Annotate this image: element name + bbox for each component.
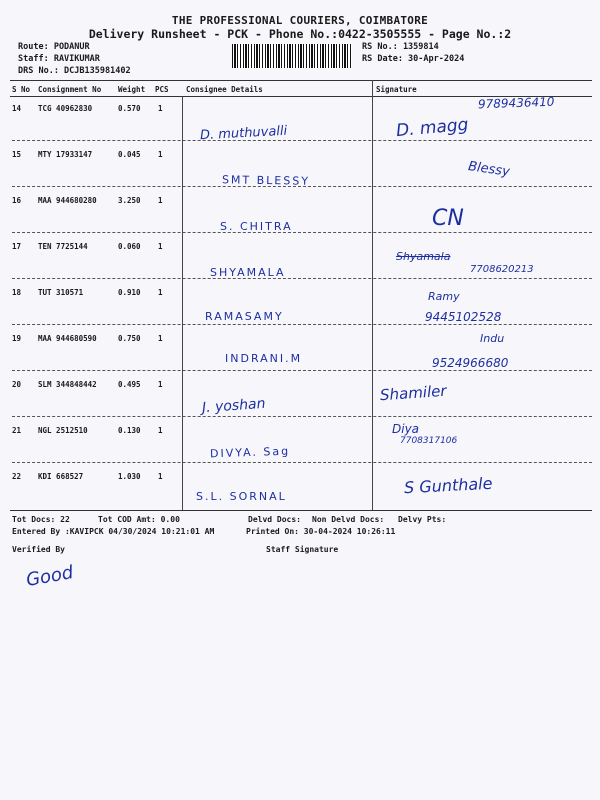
row-consignment: TUT 310571 [38, 288, 84, 297]
handwritten-signature: Shyamala [396, 250, 451, 263]
non-delivered-docs: Non Delvd Docs: [312, 515, 385, 524]
row-sno: 19 [12, 334, 22, 343]
table-rule-bottom [10, 510, 592, 511]
handwritten-consignee: J. yoshan [201, 395, 266, 417]
row-weight: 0.495 [118, 380, 141, 389]
total-cod: Tot COD Amt: 0.00 [98, 515, 180, 524]
handwritten-consignee: S.L. SORNAL [196, 490, 287, 503]
rs-date: RS Date: 30-Apr-2024 [362, 54, 465, 64]
table-row [0, 288, 600, 334]
row-weight: 0.130 [118, 426, 141, 435]
handwritten-signature: Indu [480, 332, 505, 345]
row-separator [12, 324, 592, 325]
rs-number: RS No.: 1359814 [362, 42, 439, 52]
header-rule-top [10, 80, 592, 81]
row-pcs: 1 [158, 242, 163, 251]
col-pcs: PCS [155, 85, 169, 94]
row-weight: 1.030 [118, 472, 141, 481]
row-pcs: 1 [158, 426, 163, 435]
table-row [0, 150, 600, 196]
runsheet-subtitle: Delivery Runsheet - PCK - Phone No.:0422-3505555 - Page No.:2 [88, 27, 512, 41]
row-sno: 15 [12, 150, 22, 159]
table-row [0, 426, 600, 472]
row-weight: 0.910 [118, 288, 141, 297]
handwritten-consignee: SMT BLESSY [221, 173, 311, 188]
col-consignment: Consignment No [38, 85, 102, 94]
table-row [0, 196, 600, 242]
staff-signature-label: Staff Signature [266, 545, 339, 554]
row-sno: 20 [12, 380, 22, 389]
handwritten-phone: 7708317106 [400, 436, 458, 446]
delivered-docs: Delvd Docs: [248, 515, 301, 524]
table-row [0, 380, 600, 426]
printed-on: Printed On: 30-04-2024 10:26:11 [246, 527, 396, 536]
handwritten-consignee: SHYAMALA [210, 266, 286, 279]
col-consignee: Consignee Details [186, 85, 263, 94]
handwritten-phone: 9524966680 [432, 356, 509, 370]
row-sno: 18 [12, 288, 22, 297]
row-pcs: 1 [158, 380, 163, 389]
row-pcs: 1 [158, 104, 163, 113]
row-consignment: NGL 2512510 [38, 426, 88, 435]
verified-by-label: Verified By [12, 545, 65, 554]
handwritten-consignee: INDRANI.M [225, 352, 303, 365]
row-weight: 3.250 [118, 196, 141, 205]
row-consignment: TCG 40962830 [38, 104, 93, 113]
barcode-image [232, 44, 352, 68]
handwritten-phone: 9789436410 [477, 94, 555, 112]
handwritten-signature: CN [432, 206, 464, 231]
row-consignment: KDI 668527 [38, 472, 84, 481]
handwritten-signature: S Gunthale [403, 473, 493, 498]
row-pcs: 1 [158, 288, 163, 297]
row-consignment: SLM 344848442 [38, 380, 97, 389]
delivery-points: Delvy Pts: [398, 515, 447, 524]
route-label: Route: PODANUR [18, 42, 90, 52]
col-weight: Weight [118, 85, 146, 94]
handwritten-signature: Diya [392, 422, 420, 436]
row-consignment: TEN 7725144 [38, 242, 88, 251]
row-sno: 14 [12, 104, 22, 113]
row-pcs: 1 [158, 196, 163, 205]
handwritten-signature: Shamiler [379, 381, 448, 405]
row-separator [12, 416, 592, 417]
company-title: THE PROFESSIONAL COURIERS, COIMBATORE [171, 14, 429, 27]
handwritten-signature: D. magg [395, 114, 470, 142]
row-separator [12, 140, 592, 141]
drs-number: DRS No.: DCJB135981402 [18, 66, 131, 76]
row-weight: 0.045 [118, 150, 141, 159]
handwritten-consignee: DIVYA. Sag [209, 444, 291, 461]
handwritten-signature: Ramy [428, 290, 460, 303]
row-sno: 16 [12, 196, 22, 205]
row-sno: 22 [12, 472, 22, 481]
row-separator [12, 462, 592, 463]
row-separator [12, 370, 592, 371]
row-separator [12, 278, 592, 279]
row-sno: 21 [12, 426, 22, 435]
handwritten-consignee: RAMASAMY [205, 310, 284, 323]
row-pcs: 1 [158, 334, 163, 343]
handwritten-consignee: S. CHITRA [220, 220, 293, 233]
row-weight: 0.570 [118, 104, 141, 113]
row-pcs: 1 [158, 150, 163, 159]
entered-by: Entered By :KAVIPCK 04/30/2024 10:21:01 AM [12, 527, 215, 536]
handwritten-phone: 9445102528 [425, 310, 502, 324]
row-sno: 17 [12, 242, 22, 251]
table-row [0, 472, 600, 518]
verifier-signature: Good [24, 562, 75, 591]
row-pcs: 1 [158, 472, 163, 481]
handwritten-phone: 7708620213 [470, 264, 534, 275]
row-consignment: MAA 944680590 [38, 334, 97, 343]
col-signature: Signature [376, 85, 417, 94]
handwritten-signature: Blessy [467, 159, 511, 180]
staff-label: Staff: RAVIKUMAR [18, 54, 100, 64]
handwritten-consignee: D. muthuvalli [199, 123, 288, 144]
row-weight: 0.750 [118, 334, 141, 343]
row-consignment: MTY 17933147 [38, 150, 93, 159]
table-row [0, 104, 600, 150]
row-weight: 0.060 [118, 242, 141, 251]
total-docs: Tot Docs: 22 [12, 515, 70, 524]
row-separator [12, 232, 592, 233]
row-consignment: MAA 944680280 [38, 196, 97, 205]
col-sno: S No [12, 85, 31, 94]
